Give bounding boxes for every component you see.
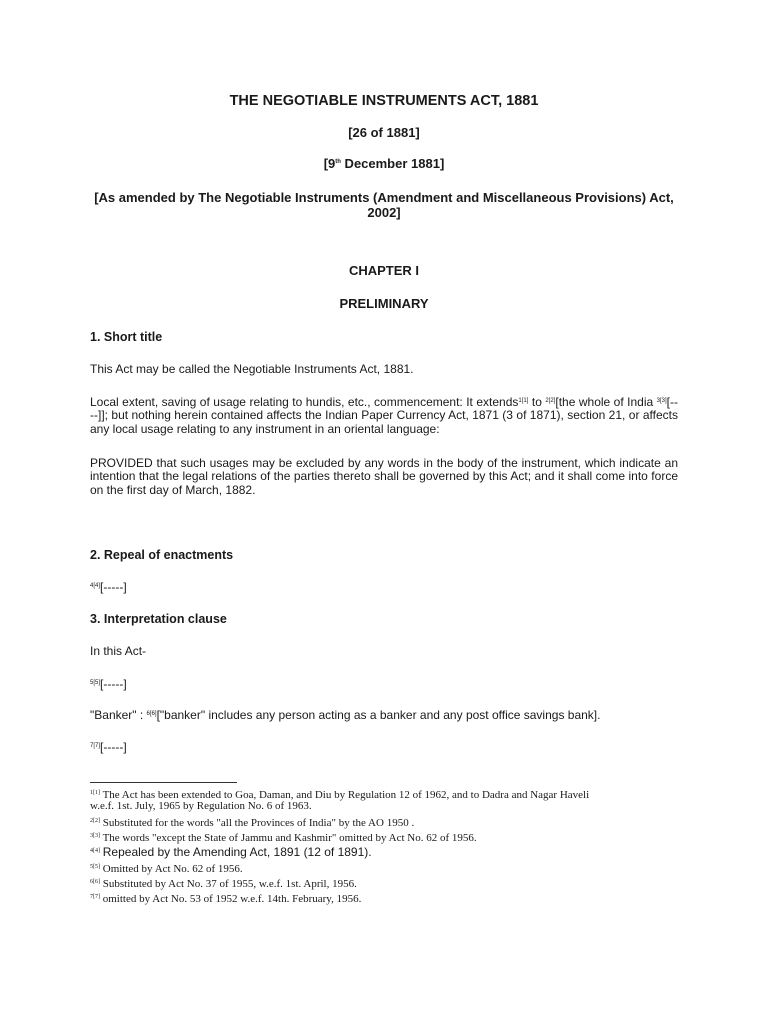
footnote-ref-7[interactable]: 7[7] [90,743,101,749]
amendment-line-1: [As amended by The Negotiable Instruments (Amendment and Miscellaneous Provisions) Act, [94,190,674,205]
section-1-para-2 [90,395,678,436]
footnote-5-text: Omitted by Act No. 62 of 1956. [102,863,243,875]
date-superscript: th [335,159,341,165]
section-3-item-1 [90,677,678,691]
footnote-ref-5[interactable]: 5[5] [90,680,101,686]
section-1-heading: 1. Short title [90,330,163,344]
act-date [90,157,678,171]
act-number: [26 of 1881] [348,125,420,140]
footnote-1-continued-text: w.e.f. 1st. July, 1965 by Regulation No. 6 of 1963. [90,800,312,812]
date-suffix: December 1881] [340,156,445,171]
act-title: THE NEGOTIABLE INSTRUMENTS ACT, 1881 [229,93,539,109]
date-prefix: [9 [323,156,336,171]
footnote-4-text: Repealed by the Amending Act, 1891 (12 of 1891). [102,845,372,859]
item-1-dashes: [-----] [100,677,127,691]
section-2-text [90,580,678,594]
section-3-heading: 3. Interpretation clause [90,612,227,626]
section-3-item-2 [90,708,678,722]
banker-term: "Banker" : [90,708,147,722]
footnote-1-continued [90,800,690,813]
section-2-dashes: [-----] [100,580,127,594]
section-3-item-3 [90,740,678,754]
footnote-7 [90,891,690,906]
footnote-2-text: Substituted for the words "all the Provinces of India" by the AO 1950 . [102,817,415,829]
footnote-4 [90,845,690,860]
footnote-7-text: omitted by Act No. 53 of 1952 w.e.f. 14th. February, 1956. [102,893,362,905]
footnote-ref-6[interactable]: 6[6] [146,711,157,717]
chapter-number: CHAPTER I [348,263,420,278]
footnote-3 [90,830,690,845]
banker-definition: ["banker" includes any person acting as a banker and any post office savings bank]. [156,708,601,722]
footnote-6-number: 6[6] [90,879,100,885]
para-2-text-c: [the whole of India [555,395,657,409]
amendment-note [90,190,678,220]
footnote-1-number: 1[1] [90,790,100,796]
footnote-5-number: 5[5] [90,864,100,870]
footnote-ref-2[interactable]: 2[2] [545,398,556,404]
footnote-separator [90,782,237,783]
item-3-dashes: [-----] [100,740,127,754]
footnote-2 [90,815,690,830]
section-2-heading: 2. Repeal of enactments [90,548,234,562]
para-2-text-a: Local extent, saving of usage relating to hundis, etc., commencement: It extends [90,395,519,409]
footnote-1-text: The Act has been extended to Goa, Daman, and Diu by Regulation 12 of 1962, and to Dadra and Nagar Haveli [102,789,590,801]
para-2-text-b: to [528,395,546,409]
footnote-ref-1[interactable]: 1[1] [518,398,529,404]
footnote-6-text: Substituted by Act No. 37 of 1955, w.e.f. 1st. April, 1956. [102,878,357,890]
footnote-4-number: 4[4] [90,848,100,854]
para-2-text-d: [----]]; but nothing herein contained affects the Indian Paper Currency Act, 1871 (3 of 1871), section 21, or affects any local usage relating to any instrument in an oriental language: [90,395,678,436]
footnote-5 [90,861,690,876]
footnote-ref-4[interactable]: 4[4] [90,583,101,589]
section-1-para-1: This Act may be called the Negotiable Instruments Act, 1881. [90,362,414,376]
footnote-3-text: The words "except the State of Jammu and Kashmir" omitted by Act No. 62 of 1956. [102,832,477,844]
chapter-title: PRELIMINARY [339,296,429,311]
section-1-para-3: PROVIDED that such usages may be excluded by any words in the body of the instrument, which indicate an intention that the legal relations of the parties thereto shall be governed by this Act; and it shall come into force on the first day of March, 1882. [90,456,678,497]
footnote-3-number: 3[3] [90,833,100,839]
footnote-6 [90,876,690,891]
footnote-ref-3[interactable]: 3[3] [656,398,667,404]
section-3-intro: In this Act- [90,644,147,658]
footnote-2-number: 2[2] [90,818,100,824]
amendment-line-2: 2002] [367,205,401,220]
footnote-7-number: 7[7] [90,894,100,900]
